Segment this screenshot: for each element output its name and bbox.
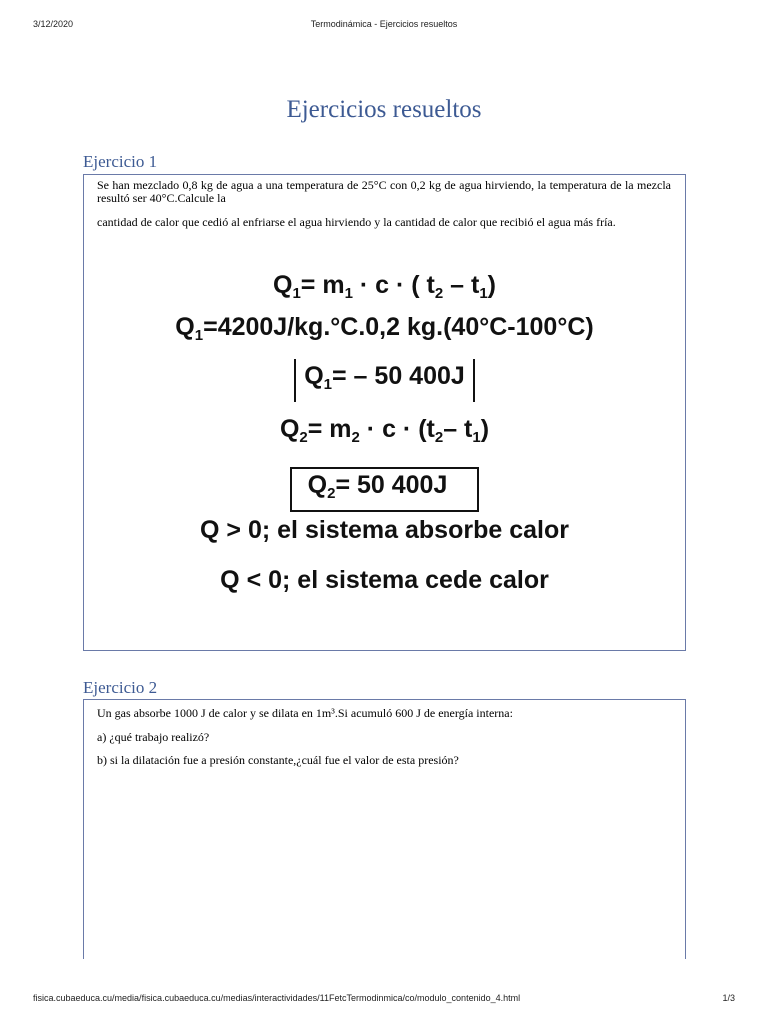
ejercicio-1-title: Ejercicio 1 — [83, 152, 158, 171]
ejercicio-1-statement-1: Se han mezclado 0,8 kg de agua a una temperatura de 25°C con 0,2 kg de agua hirviendo, la temperatura de la mezcla resultó ser 40°C.Calcule la — [97, 178, 671, 205]
ejercicio-2-title: Ejercicio 2 — [83, 678, 158, 697]
print-footer-url: fisica.cubaeduca.cu/media/fisica.cubaeduca.cu/medias/interactividades/11FetcTermodinmica/co/modulo_contenido_4.html — [33, 993, 521, 1003]
ejercicio-2-statement: Un gas absorbe 1000 J de calor y se dilata en 1m³.Si acumuló 600 J de energía interna: — [97, 706, 513, 720]
ejercicio-2-question-a: a) ¿qué trabajo realizó? — [97, 730, 210, 744]
ejercicio-1-box — [83, 174, 686, 651]
page-title: Ejercicios resueltos — [286, 96, 482, 123]
equation-q2-result: $Q_2= 50$ 400J — [84, 467, 685, 512]
print-page-number: 1/3 — [722, 993, 735, 1003]
equation-q1-result: $Q_1= - 50$ 400J — [84, 359, 685, 402]
equation-q2-formula: $Q_2= m_2 \cdot c \cdot (t_2-$ $t_1$) — [279, 415, 490, 446]
print-header-title: Termodinámica - Ejercicios resueltos — [310, 19, 458, 29]
rule-releases-heat: Q < 0; el sistema cede calor — [220, 566, 549, 594]
equation-q1-formula: $Q_1= m_1 \cdot c$ · ( $t_2 - t_1$) — [273, 271, 496, 302]
ejercicio-2-box — [83, 699, 686, 959]
print-date: 3/12/2020 — [33, 19, 74, 29]
rule-absorbs-heat: Q > 0; el sistema absorbe calor — [200, 516, 569, 544]
equation-q1-substitution: $Q_1=4200J/kg.^\circ C.0,2$ kg.(40°C-100°C) — [175, 313, 594, 344]
ejercicio-1-statement-2: cantidad de calor que cedió al enfriarse el agua hirviendo y la cantidad de calor que recibió el agua más fría. — [97, 215, 616, 229]
ejercicio-2-question-b: b) si la dilatación fue a presión constante,¿cuál fue el valor de esta presión? — [97, 753, 459, 767]
